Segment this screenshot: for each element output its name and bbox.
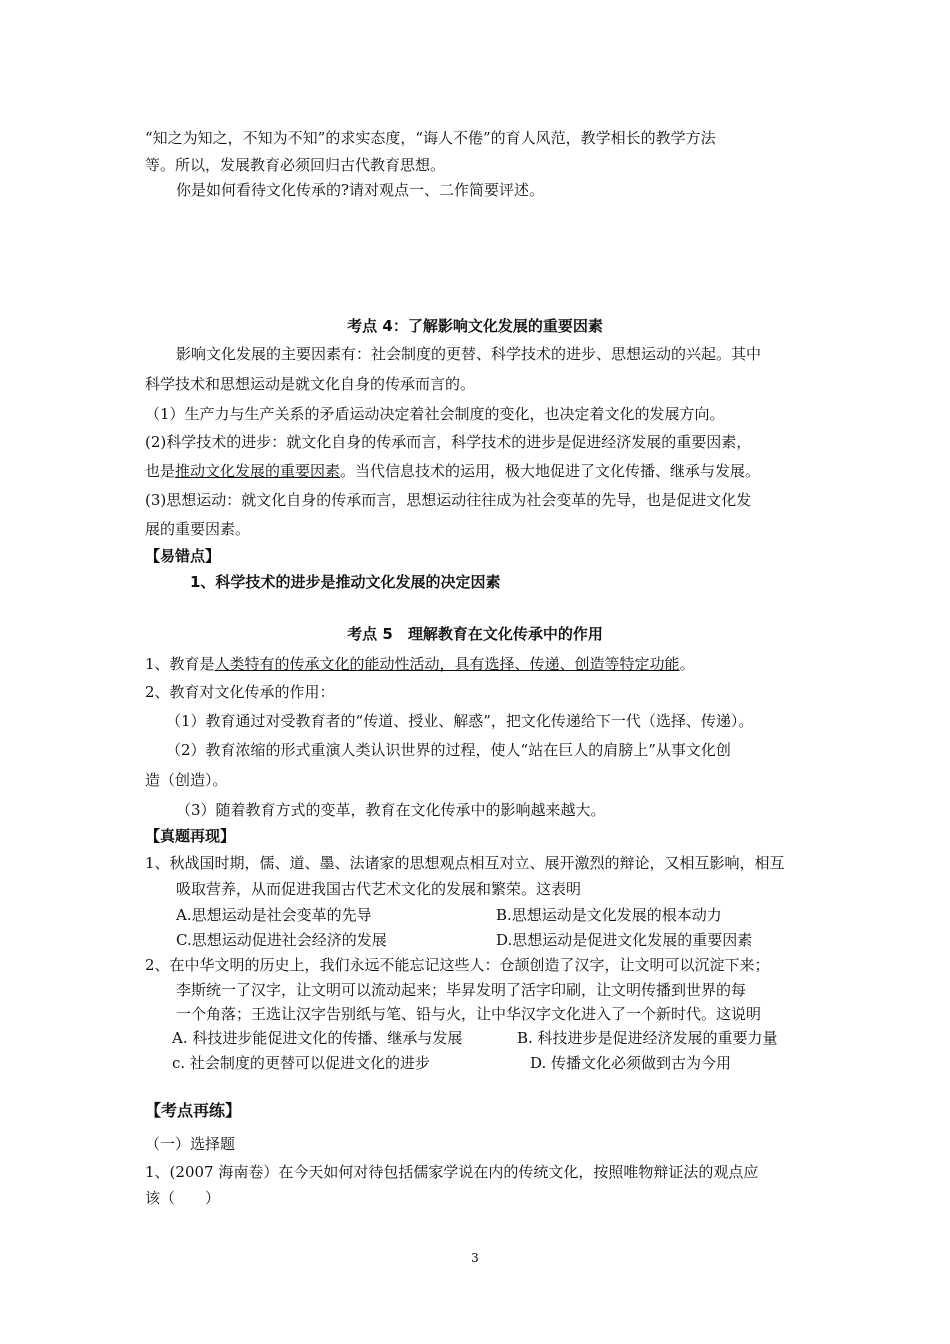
intro-line-2: 等。所以，发展教育必须回归古代教育思想。	[145, 156, 446, 174]
real-q1-option-a: A.思想运动是社会变革的先导	[176, 906, 372, 924]
point5-line-1-underlined: 人类特有的传承文化的能动性活动，具有选择、传递、创造等特定功能	[214, 655, 680, 673]
real-q2-line-3: 一个角落；王选让汉字告别纸与笔、铅与火，让中华汉字文化进入了一个新时代。这说明	[176, 1005, 762, 1023]
point4-item-2-line-1: (2)科学技术的进步：就文化自身的传承而言，科学技术的进步是促进经济发展的重要因素，	[145, 433, 752, 451]
practice-subheading: （一）选择题	[145, 1135, 236, 1153]
point4-error-heading: 【易错点】	[145, 547, 221, 565]
page-number: 3	[471, 1251, 479, 1265]
real-q2-line-2: 李斯统一了汉字，让文明可以流动起来；毕昇发明了活字印刷，让文明传播到世界的每	[176, 981, 747, 999]
point4-item-1: （1）生产力与生产关系的矛盾运动决定着社会制度的变化，也决定着文化的发展方向。	[145, 405, 725, 423]
intro-question: 你是如何看待文化传承的?请对观点一、二作简要评述。	[176, 181, 545, 199]
real-q1-option-c: C.思想运动促进社会经济的发展	[176, 931, 387, 949]
real-q1-option-d: D.思想运动是促进文化发展的重要因素	[496, 931, 753, 949]
point4-para-line-1: 影响文化发展的主要因素有：社会制度的更替、科学技术的进步、思想运动的兴起。其中	[176, 345, 762, 363]
real-q2-line-1: 2、在中华文明的历史上，我们永远不能忘记这些人：仓颉创造了汉字，让文明可以沉淀下来；	[145, 956, 770, 974]
real-q1-line-2: 吸取营养，从而促进我国古代艺术文化的发展和繁荣。这表明	[176, 880, 582, 898]
point5-sub-2-line-2: 造（创造）。	[145, 771, 228, 789]
point5-line-1	[145, 654, 695, 674]
practice-q1-line-2: 该（ ）	[145, 1189, 221, 1207]
real-q2-option-a: A. 科技进步能促进文化的传播、继承与发展	[172, 1029, 463, 1047]
real-q2-option-d: D. 传播文化必须做到古为今用	[530, 1054, 732, 1072]
point5-line-1-prefix: 1、教育是	[145, 655, 215, 673]
point4-title: 考点 4：了解影响文化发展的重要因素	[347, 317, 603, 335]
real-q2-option-b: B. 科技进步是促进经济发展的重要力量	[517, 1029, 778, 1047]
real-heading: 【真题再现】	[145, 827, 236, 845]
point4-item-2-underlined: 推动文化发展的重要因素	[175, 462, 341, 480]
point5-sub-1: （1）教育通过对受教育者的“传道、授业、解惑”，把文化传递给下一代（选择、传递）。	[166, 712, 754, 730]
real-q1-line-1: 1、秋战国时期，儒、道、墨、法诸家的思想观点相互对立、展开激烈的辩论，又相互影响，相互	[145, 854, 785, 872]
point4-item-3-line-2: 展的重要因素。	[145, 520, 251, 538]
point5-title: 考点 5 理解教育在文化传承中的作用	[347, 625, 603, 643]
point4-item-3-line-1: (3)思想运动：就文化自身的传承而言，思想运动往往成为社会变革的先导，也是促进文化发	[145, 491, 752, 509]
point5-line-2: 2、教育对文化传承的作用：	[145, 683, 335, 701]
point5-sub-2-line-1: （2）教育浓缩的形式重演人类认识世界的过程，使人“站在巨人的肩膀上”从事文化创	[166, 741, 731, 759]
real-q2-option-c: c. 社会制度的更替可以促进文化的进步	[172, 1054, 430, 1072]
point5-line-1-suffix: 。	[679, 655, 695, 673]
practice-q1-line-1: 1、(2007 海南卷）在今天如何对待包括儒家学说在内的传统文化，按照唯物辩证法的观点应	[145, 1163, 759, 1181]
point5-sub-3: （3）随着教育方式的变革，教育在文化传承中的影响越来越大。	[176, 801, 606, 819]
real-q1-option-b: B.思想运动是文化发展的根本动力	[496, 906, 722, 924]
point4-item-2-prefix: 也是	[145, 462, 176, 480]
point4-para-line-2: 科学技术和思想运动是就文化自身的传承而言的。	[145, 375, 476, 393]
point4-item-2-line-2	[145, 461, 760, 481]
practice-heading: 【考点再练】	[145, 1101, 242, 1120]
point4-error-item: 1、科学技术的进步是推动文化发展的决定因素	[190, 573, 501, 591]
intro-line-1: “知之为知之，不知为不知”的求实态度，“诲人不倦”的育人风范，教学相长的教学方法	[145, 129, 716, 147]
point4-item-2-suffix: 。当代信息技术的运用，极大地促进了文化传播、继承与发展。	[340, 462, 761, 480]
